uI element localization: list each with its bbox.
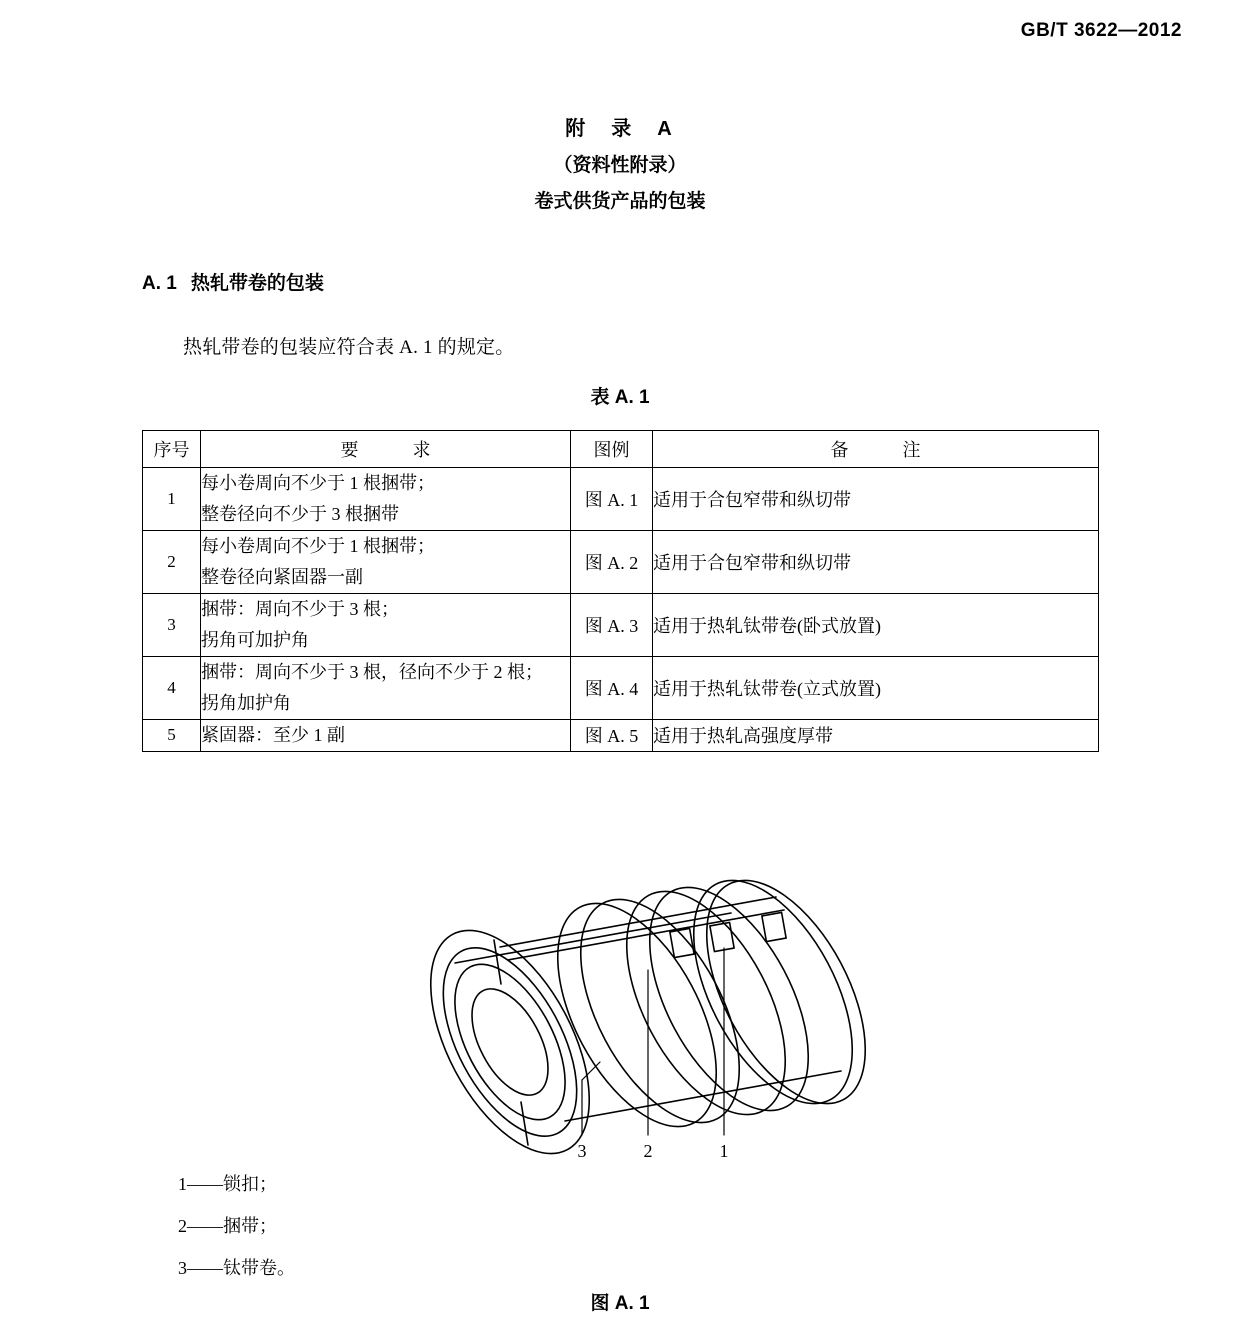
cell-requirement	[201, 719, 571, 751]
cell-figure: 图 A. 3	[571, 593, 653, 656]
section-heading	[142, 268, 324, 295]
callout-1: 1	[719, 1141, 729, 1161]
annex-title: 附 录 A	[565, 118, 675, 140]
requirement-line: 拐角加护角	[201, 692, 291, 713]
table-row	[143, 719, 1099, 751]
header-note: 备 注	[653, 431, 1099, 468]
cell-note: 适用于热轧高强度厚带	[653, 719, 1099, 751]
table-row	[143, 468, 1099, 531]
annex-name: 卷式供货产品的包装	[534, 191, 706, 212]
requirement-line: 拐角可加护角	[201, 629, 309, 650]
callout-2: 2	[643, 1141, 653, 1161]
header-requirement: 要 求	[201, 431, 571, 468]
section-number: A. 1	[142, 273, 177, 294]
cell-figure: 图 A. 1	[571, 468, 653, 531]
callout-3: 3	[577, 1141, 587, 1161]
cell-no: 4	[143, 656, 201, 719]
cell-figure: 图 A. 2	[571, 530, 653, 593]
requirement-line: 每小卷周向不少于 1 根捆带；	[201, 473, 435, 493]
cell-note: 适用于热轧钛带卷(立式放置)	[653, 656, 1099, 719]
requirement-line: 紧固器：至少 1 副	[201, 724, 345, 745]
cell-no: 1	[143, 468, 201, 531]
page-header-standard-code: GB/T 3622—2012	[1020, 20, 1182, 41]
requirement-line: 整卷径向不少于 3 根捆带	[201, 503, 399, 524]
table-header-row	[143, 431, 1099, 468]
legend-item-1: 1——锁扣；	[178, 1174, 277, 1194]
cell-figure: 图 A. 4	[571, 656, 653, 719]
packaging-table	[142, 430, 1099, 752]
coil-illustration	[0, 850, 1240, 1180]
cell-no: 5	[143, 719, 201, 751]
cell-note: 适用于合包窄带和纵切带	[653, 468, 1099, 531]
legend-item-3: 3——钛带卷。	[178, 1258, 295, 1278]
requirement-line: 每小卷周向不少于 1 根捆带；	[201, 535, 435, 556]
section-title: 热轧带卷的包装	[190, 273, 324, 294]
legend-item-2: 2——捆带；	[178, 1216, 277, 1236]
figure-caption: 图 A. 1	[590, 1293, 650, 1314]
table-row	[143, 530, 1099, 593]
cell-requirement	[201, 530, 571, 593]
section-paragraph: 热轧带卷的包装应符合表 A. 1 的规定。	[183, 337, 515, 358]
cell-requirement	[201, 656, 571, 719]
requirement-line: 捆带：周向不少于 3 根；	[201, 598, 399, 619]
cell-note: 适用于合包窄带和纵切带	[653, 530, 1099, 593]
cell-no: 3	[143, 593, 201, 656]
table-row	[143, 656, 1099, 719]
coil-drawing-svg	[0, 850, 1240, 1180]
cell-no: 2	[143, 530, 201, 593]
annex-subtitle: （资料性附录）	[553, 155, 687, 176]
cell-requirement	[201, 468, 571, 531]
header-figure: 图例	[571, 431, 653, 468]
cell-requirement	[201, 593, 571, 656]
requirement-line: 捆带：周向不少于 3 根，径向不少于 2 根；	[201, 661, 543, 682]
cell-note: 适用于热轧钛带卷(卧式放置)	[653, 593, 1099, 656]
requirement-line: 整卷径向紧固器一副	[201, 566, 363, 587]
table-caption: 表 A. 1	[590, 387, 650, 408]
table-row	[143, 593, 1099, 656]
header-no: 序号	[143, 431, 201, 468]
cell-figure: 图 A. 5	[571, 719, 653, 751]
